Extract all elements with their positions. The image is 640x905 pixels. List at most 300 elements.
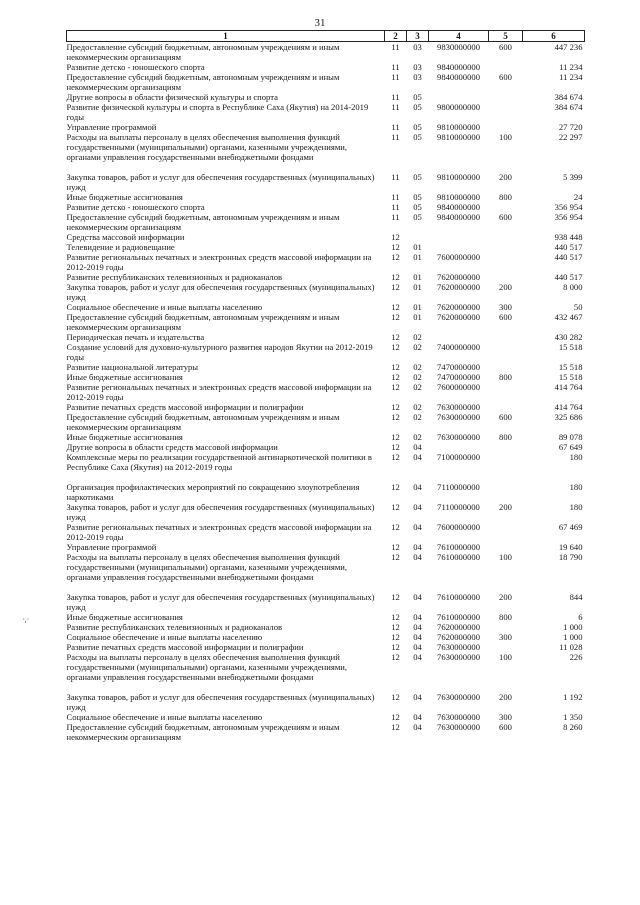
row-section-code: 12 — [391, 612, 400, 622]
table-row — [67, 192, 585, 202]
row-subsection-code: 02 — [413, 362, 422, 372]
row-section-code: 11 — [391, 122, 400, 132]
row-target-item-code: 7630000000 — [437, 402, 480, 412]
row-section-code: 11 — [391, 62, 400, 72]
row-description: Предоставление субсидий бюджетным, автономным учреждениям и иным некоммерческим организациям — [66, 212, 340, 232]
row-description: Расходы на выплаты персоналу в целях обеспечения выполнения функций государственными (муниципальными) органами, казенными учреждениями, органами управления государственными внебюджетными фондами — [66, 132, 348, 162]
column-header-2: 2 — [385, 31, 407, 42]
row-section-code: 12 — [391, 362, 400, 372]
table-row — [67, 132, 585, 172]
row-subsection-code: 04 — [413, 722, 422, 732]
row-description: Развитие печатных средств массовой информации и полиграфии — [66, 402, 304, 412]
row-subsection-code: 01 — [413, 242, 422, 252]
row-expense-type-code: 800 — [499, 192, 512, 202]
row-section-code: 12 — [391, 282, 400, 292]
row-description: Предоставление субсидий бюджетным, автономным учреждениям и иным некоммерческим организациям — [66, 42, 340, 62]
row-target-item-code: 9800000000 — [437, 102, 480, 112]
row-expense-type-code — [489, 122, 523, 132]
row-subsection-code: 05 — [413, 172, 422, 182]
row-subsection-code — [407, 232, 429, 242]
row-expense-type-code — [489, 482, 523, 502]
budget-table — [66, 30, 585, 742]
row-section-code: 12 — [391, 302, 400, 312]
row-target-item-code: 7620000000 — [437, 312, 480, 322]
row-target-item-code: 7610000000 — [437, 552, 480, 562]
table-row — [67, 372, 585, 382]
page-number: 31 — [314, 17, 326, 29]
row-amount: 6 — [578, 612, 583, 622]
row-section-code: 11 — [391, 132, 400, 142]
row-subsection-code: 01 — [413, 282, 422, 292]
row-amount: 1 000 — [563, 632, 583, 642]
row-section-code: 12 — [391, 372, 400, 382]
table-header-row — [67, 31, 585, 42]
row-target-item-code: 7620000000 — [437, 302, 480, 312]
table-row — [67, 542, 585, 552]
row-amount: 50 — [573, 302, 583, 312]
row-target-item-code: 7600000000 — [437, 522, 480, 532]
row-amount: 8 000 — [563, 282, 583, 292]
row-subsection-code: 01 — [413, 272, 422, 282]
row-expense-type-code: 600 — [499, 42, 512, 52]
row-target-item-code: 9840000000 — [437, 212, 480, 222]
row-expense-type-code: 200 — [499, 592, 512, 602]
row-amount: 384 674 — [554, 102, 583, 112]
row-subsection-code: 04 — [413, 552, 422, 562]
row-expense-type-code — [489, 102, 523, 122]
table-row — [67, 122, 585, 132]
row-expense-type-code — [489, 272, 523, 282]
row-expense-type-code: 600 — [499, 72, 512, 82]
row-amount: 440 517 — [554, 252, 583, 262]
row-expense-type-code — [489, 622, 523, 632]
row-description: Закупка товаров, работ и услуг для обеспечения государственных (муниципальных) нужд — [66, 172, 375, 192]
row-subsection-code: 04 — [413, 482, 422, 492]
row-section-code: 11 — [391, 42, 400, 52]
row-subsection-code: 02 — [413, 412, 422, 422]
column-header-6: 6 — [523, 31, 585, 42]
row-section-code: 12 — [391, 442, 400, 452]
table-row — [67, 362, 585, 372]
row-target-item-code: 9810000000 — [437, 122, 480, 132]
row-expense-type-code — [489, 252, 523, 272]
row-section-code: 12 — [391, 522, 400, 532]
row-target-item-code: 7400000000 — [437, 342, 480, 352]
row-subsection-code: 02 — [413, 432, 422, 442]
row-amount: 226 — [569, 652, 583, 662]
row-expense-type-code — [489, 642, 523, 652]
row-section-code: 11 — [391, 172, 400, 182]
row-description: Иные бюджетные ассигнования — [66, 612, 183, 622]
row-target-item-code: 7620000000 — [437, 622, 480, 632]
row-target-item-code: 9810000000 — [437, 132, 480, 142]
row-description: Развитие детско - юношеского спорта — [66, 62, 205, 72]
column-header-4: 4 — [429, 31, 489, 42]
row-expense-type-code — [489, 442, 523, 452]
row-description: Предоставление субсидий бюджетным, автономным учреждениям и иным некоммерческим организациям — [66, 312, 340, 332]
row-target-item-code: 9840000000 — [437, 62, 480, 72]
row-target-item-code: 7600000000 — [437, 382, 480, 392]
row-expense-type-code — [489, 202, 523, 212]
row-section-code: 12 — [391, 252, 400, 262]
row-target-item-code: 7470000000 — [437, 362, 480, 372]
row-amount: 180 — [569, 452, 583, 462]
row-target-item-code — [429, 92, 489, 102]
row-amount: 447 236 — [554, 42, 583, 52]
row-target-item-code: 7600000000 — [437, 252, 480, 262]
table-row — [67, 172, 585, 192]
row-description: Развитие региональных печатных и электронных средств массовой информации на 2012-2019 годы — [66, 522, 372, 542]
table-row — [67, 302, 585, 312]
row-description: Организация профилактических мероприятий по сокращению злоупотребления наркотиками — [66, 482, 360, 502]
row-section-code: 12 — [391, 652, 400, 662]
row-amount: 938 448 — [554, 232, 583, 242]
row-section-code: 12 — [391, 242, 400, 252]
row-expense-type-code — [489, 232, 523, 242]
row-section-code: 11 — [391, 72, 400, 82]
row-expense-type-code — [489, 542, 523, 552]
row-section-code: 12 — [391, 452, 400, 462]
row-section-code: 12 — [391, 592, 400, 602]
row-target-item-code: 9840000000 — [437, 72, 480, 82]
table-row — [67, 272, 585, 282]
row-description: Развитие печатных средств массовой информации и полиграфии — [66, 642, 304, 652]
row-description: Закупка товаров, работ и услуг для обеспечения государственных (муниципальных) нужд — [66, 692, 375, 712]
row-description: Развитие региональных печатных и электронных средств массовой информации на 2012-2019 годы — [66, 382, 372, 402]
row-expense-type-code — [489, 452, 523, 482]
table-row — [67, 342, 585, 362]
row-subsection-code: 02 — [413, 372, 422, 382]
table-row — [67, 252, 585, 272]
row-amount: 11 234 — [559, 62, 583, 72]
row-description: Закупка товаров, работ и услуг для обеспечения государственных (муниципальных) нужд — [66, 502, 375, 522]
table-row — [67, 102, 585, 122]
row-expense-type-code: 300 — [499, 712, 512, 722]
row-target-item-code: 7630000000 — [437, 692, 480, 702]
table-row — [67, 72, 585, 92]
row-expense-type-code — [489, 332, 523, 342]
row-expense-type-code — [489, 242, 523, 252]
row-subsection-code: 02 — [413, 342, 422, 352]
row-amount: 8 260 — [563, 722, 583, 732]
row-target-item-code: 7620000000 — [437, 632, 480, 642]
column-header-3: 3 — [407, 31, 429, 42]
row-target-item-code: 7470000000 — [437, 372, 480, 382]
row-section-code: 12 — [391, 722, 400, 732]
row-expense-type-code: 200 — [499, 172, 512, 182]
row-expense-type-code — [489, 92, 523, 102]
row-subsection-code: 04 — [413, 502, 422, 512]
row-expense-type-code: 200 — [499, 282, 512, 292]
row-expense-type-code: 200 — [499, 692, 512, 702]
row-amount: 15 518 — [558, 362, 583, 372]
row-section-code: 11 — [391, 192, 400, 202]
row-amount: 5 399 — [563, 172, 583, 182]
table-row — [67, 232, 585, 242]
row-amount: 67 649 — [558, 442, 583, 452]
row-target-item-code: 7630000000 — [437, 642, 480, 652]
row-description: Закупка товаров, работ и услуг для обеспечения государственных (муниципальных) нужд — [66, 282, 375, 302]
row-description: Социальное обеспечение и иные выплаты населению — [66, 632, 263, 642]
row-description: Предоставление субсидий бюджетным, автономным учреждениям и иным некоммерческим организациям — [66, 412, 340, 432]
row-description: Создание условий для духовно-культурного развития народов Якутии на 2012-2019 годы — [66, 342, 373, 362]
row-subsection-code: 03 — [413, 42, 422, 52]
row-amount: 440 517 — [554, 272, 583, 282]
row-section-code: 12 — [391, 692, 400, 702]
table-row — [67, 552, 585, 592]
column-header-1: 1 — [67, 31, 385, 42]
row-amount: 1 000 — [563, 622, 583, 632]
row-target-item-code: 9810000000 — [437, 192, 480, 202]
row-amount: 89 078 — [558, 432, 583, 442]
row-target-item-code: 7610000000 — [437, 592, 480, 602]
row-expense-type-code — [489, 382, 523, 402]
row-subsection-code: 05 — [413, 122, 422, 132]
row-description: Развитие национальной литературы — [66, 362, 199, 372]
table-row — [67, 622, 585, 632]
row-expense-type-code — [489, 362, 523, 372]
row-subsection-code: 05 — [413, 202, 422, 212]
row-subsection-code: 04 — [413, 442, 422, 452]
row-subsection-code: 05 — [413, 192, 422, 202]
row-subsection-code: 03 — [413, 72, 422, 82]
table-row — [67, 312, 585, 332]
table-row — [67, 692, 585, 712]
row-subsection-code: 04 — [413, 522, 422, 532]
row-description: Закупка товаров, работ и услуг для обеспечения государственных (муниципальных) нужд — [66, 592, 375, 612]
row-amount: 11 028 — [559, 642, 583, 652]
row-target-item-code: 7630000000 — [437, 432, 480, 442]
row-description: Развитие физической культуры и спорта в Республике Саха (Якутия) на 2014-2019 годы — [66, 102, 369, 122]
row-section-code: 12 — [391, 332, 400, 342]
row-subsection-code: 01 — [413, 312, 422, 322]
row-section-code: 11 — [391, 202, 400, 212]
row-description: Комплексные меры по реализации государственной антинаркотической политики в Республике Саха (Якутия) на 2012-2019 годы — [66, 452, 372, 472]
row-target-item-code — [429, 242, 489, 252]
row-amount: 325 686 — [554, 412, 583, 422]
row-description: Средства массовой информации — [66, 232, 185, 242]
table-row — [67, 282, 585, 302]
table-body — [67, 42, 585, 743]
row-description: Управление программой — [66, 122, 157, 132]
row-section-code: 11 — [391, 92, 400, 102]
table-row — [67, 612, 585, 622]
row-expense-type-code: 100 — [499, 552, 512, 562]
row-target-item-code: 9840000000 — [437, 202, 480, 212]
row-amount: 414 764 — [554, 382, 583, 392]
row-target-item-code: 7110000000 — [437, 502, 480, 512]
row-amount: 432 467 — [554, 312, 583, 322]
row-subsection-code: 04 — [413, 642, 422, 652]
row-description: Расходы на выплаты персоналу в целях обеспечения выполнения функций государственными (муниципальными) органами, казенными учреждениями, органами управления государственными внебюджетными фондами — [66, 552, 348, 582]
row-section-code: 11 — [391, 212, 400, 222]
table-row — [67, 242, 585, 252]
column-header-5: 5 — [489, 31, 523, 42]
row-description: Иные бюджетные ассигнования — [66, 372, 183, 382]
table-row — [67, 642, 585, 652]
row-expense-type-code — [489, 402, 523, 412]
row-expense-type-code: 600 — [499, 312, 512, 322]
row-description: Развитие республиканских телевизионных и радиоканалов — [66, 272, 283, 282]
table-row — [67, 712, 585, 722]
row-description: Развитие детско - юношеского спорта — [66, 202, 205, 212]
row-subsection-code: 04 — [413, 622, 422, 632]
row-description: Другие вопросы в области средств массовой информации — [66, 442, 278, 452]
row-description: Иные бюджетные ассигнования — [66, 432, 183, 442]
row-description: Периодическая печать и издательства — [66, 332, 205, 342]
row-description: Развитие региональных печатных и электронных средств массовой информации на 2012-2019 годы — [66, 252, 372, 272]
row-section-code: 12 — [391, 232, 400, 242]
row-amount: 67 469 — [558, 522, 583, 532]
margin-mark: ·,· — [22, 615, 30, 624]
row-expense-type-code — [489, 342, 523, 362]
row-section-code: 12 — [391, 712, 400, 722]
row-section-code: 12 — [391, 342, 400, 352]
row-target-item-code: 7100000000 — [437, 452, 480, 462]
row-amount: 356 954 — [554, 212, 583, 222]
table-row — [67, 42, 585, 63]
row-target-item-code: 7630000000 — [437, 652, 480, 662]
table-row — [67, 522, 585, 542]
row-subsection-code: 04 — [413, 632, 422, 642]
row-amount: 356 954 — [554, 202, 583, 212]
row-target-item-code: 9810000000 — [437, 172, 480, 182]
row-subsection-code: 05 — [413, 102, 422, 112]
row-amount: 440 517 — [554, 242, 583, 252]
table-row — [67, 382, 585, 402]
row-subsection-code: 04 — [413, 612, 422, 622]
row-subsection-code: 03 — [413, 62, 422, 72]
row-subsection-code: 04 — [413, 592, 422, 602]
table-row — [67, 212, 585, 232]
row-expense-type-code: 300 — [499, 302, 512, 312]
row-subsection-code: 05 — [413, 132, 422, 142]
row-expense-type-code — [489, 62, 523, 72]
row-amount: 1 350 — [563, 712, 583, 722]
row-subsection-code: 02 — [413, 382, 422, 392]
row-target-item-code: 7620000000 — [437, 282, 480, 292]
row-section-code: 12 — [391, 552, 400, 562]
row-expense-type-code: 100 — [499, 132, 512, 142]
row-amount: 180 — [569, 482, 583, 492]
table-row — [67, 452, 585, 482]
row-subsection-code: 04 — [413, 712, 422, 722]
row-section-code: 12 — [391, 632, 400, 642]
row-description: Предоставление субсидий бюджетным, автономным учреждениям и иным некоммерческим организациям — [66, 72, 340, 92]
row-target-item-code — [429, 232, 489, 242]
row-section-code: 12 — [391, 272, 400, 282]
row-subsection-code: 05 — [413, 92, 422, 102]
table-row — [67, 412, 585, 432]
row-description: Телевидение и радиовещание — [66, 242, 175, 252]
row-amount: 430 282 — [554, 332, 583, 342]
row-amount: 15 518 — [558, 372, 583, 382]
row-expense-type-code — [489, 522, 523, 542]
row-expense-type-code: 600 — [499, 722, 512, 732]
row-section-code: 12 — [391, 312, 400, 322]
row-amount: 15 518 — [558, 342, 583, 352]
row-section-code: 12 — [391, 542, 400, 552]
row-target-item-code: 7610000000 — [437, 612, 480, 622]
row-section-code: 12 — [391, 412, 400, 422]
row-amount: 1 192 — [563, 692, 583, 702]
row-expense-type-code: 600 — [499, 212, 512, 222]
row-section-code: 12 — [391, 502, 400, 512]
row-section-code: 12 — [391, 482, 400, 492]
row-subsection-code: 04 — [413, 542, 422, 552]
row-expense-type-code: 800 — [499, 612, 512, 622]
row-amount: 24 — [573, 192, 583, 202]
row-target-item-code: 9830000000 — [437, 42, 480, 52]
row-amount: 180 — [569, 502, 583, 512]
row-description: Расходы на выплаты персоналу в целях обеспечения выполнения функций государственными (муниципальными) органами, казенными учреждениями, органами управления государственными внебюджетными фондами — [66, 652, 348, 682]
row-expense-type-code: 800 — [499, 372, 512, 382]
row-subsection-code: 01 — [413, 302, 422, 312]
table-row — [67, 482, 585, 502]
row-target-item-code: 7620000000 — [437, 272, 480, 282]
row-amount: 844 — [569, 592, 583, 602]
row-expense-type-code: 800 — [499, 432, 512, 442]
row-target-item-code: 7630000000 — [437, 722, 480, 732]
table-row — [67, 92, 585, 102]
row-target-item-code — [429, 332, 489, 342]
row-target-item-code — [429, 442, 489, 452]
row-target-item-code: 7630000000 — [437, 712, 480, 722]
row-description: Социальное обеспечение и иные выплаты населению — [66, 712, 263, 722]
row-amount: 22 297 — [558, 132, 583, 142]
row-subsection-code: 02 — [413, 332, 422, 342]
table-row — [67, 652, 585, 692]
row-subsection-code: 02 — [413, 402, 422, 412]
row-section-code: 12 — [391, 432, 400, 442]
row-target-item-code: 7610000000 — [437, 542, 480, 552]
table-row — [67, 632, 585, 642]
table-row — [67, 202, 585, 212]
table-row — [67, 62, 585, 72]
table-row — [67, 442, 585, 452]
row-description: Социальное обеспечение и иные выплаты населению — [66, 302, 263, 312]
row-description: Развитие республиканских телевизионных и радиоканалов — [66, 622, 283, 632]
table-row — [67, 332, 585, 342]
row-subsection-code: 04 — [413, 452, 422, 462]
row-expense-type-code: 100 — [499, 652, 512, 662]
row-section-code: 12 — [391, 622, 400, 632]
row-section-code: 11 — [391, 102, 400, 112]
row-description: Иные бюджетные ассигнования — [66, 192, 183, 202]
row-amount: 19 640 — [558, 542, 583, 552]
row-expense-type-code: 200 — [499, 502, 512, 512]
row-amount: 18 790 — [558, 552, 583, 562]
row-subsection-code: 01 — [413, 252, 422, 262]
table-row — [67, 592, 585, 612]
row-subsection-code: 04 — [413, 652, 422, 662]
row-amount: 27 720 — [558, 122, 583, 132]
row-target-item-code: 7630000000 — [437, 412, 480, 422]
row-section-code: 12 — [391, 402, 400, 412]
row-subsection-code: 04 — [413, 692, 422, 702]
table-row — [67, 502, 585, 522]
row-amount: 384 674 — [554, 92, 583, 102]
row-amount: 11 234 — [559, 72, 583, 82]
row-section-code: 12 — [391, 382, 400, 392]
table-row — [67, 402, 585, 412]
table-row — [67, 722, 585, 742]
row-description: Управление программой — [66, 542, 157, 552]
table-row — [67, 432, 585, 442]
row-expense-type-code: 600 — [499, 412, 512, 422]
row-description: Предоставление субсидий бюджетным, автономным учреждениям и иным некоммерческим организациям — [66, 722, 340, 742]
row-expense-type-code: 300 — [499, 632, 512, 642]
